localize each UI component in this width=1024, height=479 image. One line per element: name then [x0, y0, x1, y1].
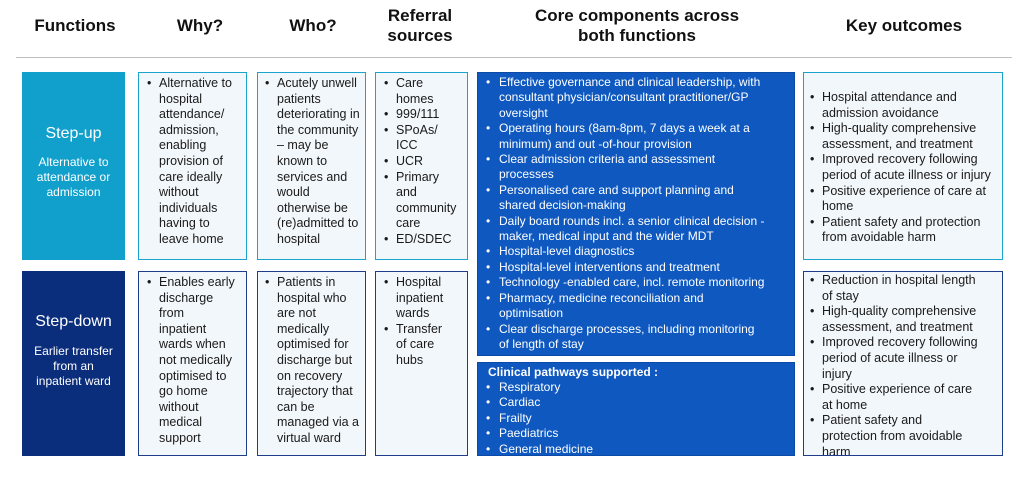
list-item: • Care homes [379, 76, 465, 107]
header-functions: Functions [34, 16, 116, 35]
list-item: • Clear admission criteria and assessment processes [479, 152, 792, 183]
step-down-outcomes-box [803, 271, 1003, 456]
header-divider [16, 57, 1012, 58]
list-item: • Improved recovery following period of acute illness or injury [805, 335, 1000, 382]
list-item: • High-quality comprehensive assessment, and treatment [805, 121, 1000, 152]
list-item: • Positive experience of care at home [805, 382, 1000, 413]
list-item: • Alternative to hospital attendance/ admission, enabling provision of care ideally without individuals having to leave home [142, 76, 244, 248]
list-item: • ED/SDEC [379, 232, 465, 248]
list-item: • Respiratory [479, 380, 792, 395]
list-item: • Patient safety and protection from avoidable harm [805, 215, 1000, 246]
list-item: • Transfer of care hubs [379, 322, 465, 369]
list-item: • Patients in hospital who are not medically optimised for discharge but on recovery trajectory that can be managed via a virtual ward [260, 275, 364, 447]
header-who: Who? [289, 16, 337, 35]
list-item: • Clear discharge processes, including monitoring of length of stay [479, 322, 792, 353]
list-item: • Hospital-level interventions and treatment [479, 260, 792, 275]
list-item: • Cardiac [479, 395, 792, 410]
header-core-components: Core components across both functions [534, 6, 740, 45]
step-down-why-box [138, 271, 247, 456]
list-item: • Hospital attendance and admission avoidance [805, 90, 1000, 121]
list-item: • Primary and community care [379, 170, 465, 232]
step-down-referral-box [375, 271, 468, 456]
list-item: • Reduction in hospital length of stay [805, 273, 1000, 304]
step-up-referral-box [375, 72, 468, 260]
list-item: • High-quality comprehensive assessment, and treatment [805, 304, 1000, 335]
list-item: • Personalised care and support planning and shared decision-making [479, 183, 792, 214]
list-item: • Technology -enabled care, incl. remote monitoring [479, 275, 792, 290]
list-item: • Patient safety and protection from avoidable harm [805, 413, 1000, 456]
header-key-outcomes: Key outcomes [845, 16, 963, 35]
header-why: Why? [176, 16, 224, 35]
list-item: • Enables early discharge from inpatient wards when not medically optimised to go home without medical support [142, 275, 244, 447]
clinical-pathways-title: Clinical pathways supported : [488, 365, 659, 379]
step-down-label [22, 271, 125, 456]
list-item: • Paediatrics [479, 426, 792, 441]
list-item: • Improved recovery following period of acute illness or injury [805, 152, 1000, 183]
list-item: • Acutely unwell patients deteriorating in the community – may be known to services and would otherwise be (re)admitted to hospital [260, 76, 364, 248]
list-item: • 999/111 [379, 107, 465, 123]
list-item: • UCR [379, 154, 465, 170]
step-down-title: Step-down [35, 313, 112, 330]
list-item: • Hospital-level diagnostics [479, 244, 792, 259]
step-up-who-box [257, 72, 366, 260]
list-item: • Operating hours (8am-8pm, 7 days a week at a minimum) and out -of-hour provision [479, 121, 792, 152]
step-down-subtitle: Earlier transfer from an inpatient ward [34, 344, 113, 388]
step-up-subtitle: Alternative to attendance or admission [36, 155, 111, 199]
step-down-who-box [257, 271, 366, 456]
list-item: • Frailty [479, 411, 792, 426]
list-item: • Pharmacy, medicine reconciliation and optimisation [479, 291, 792, 322]
step-up-label [22, 72, 125, 260]
list-item: • SPoAs/ ICC [379, 123, 465, 154]
list-item: • General medicine [479, 442, 792, 456]
step-up-why-box [138, 72, 247, 260]
step-up-title: Step-up [45, 125, 102, 142]
clinical-pathways-box [477, 362, 795, 456]
list-item: • Positive experience of care at home [805, 184, 1000, 215]
list-item: • Daily board rounds incl. a senior clinical decision - maker, medical input and the wider MDT [479, 214, 792, 245]
list-item: • Hospital inpatient wards [379, 275, 465, 322]
step-up-outcomes-box [803, 72, 1003, 260]
list-item: • Effective governance and clinical leadership, with consultant physician/consultant practitioner/GP oversight [479, 75, 792, 121]
core-components-box [477, 72, 795, 356]
header-referral-sources: Referral sources [387, 6, 453, 45]
